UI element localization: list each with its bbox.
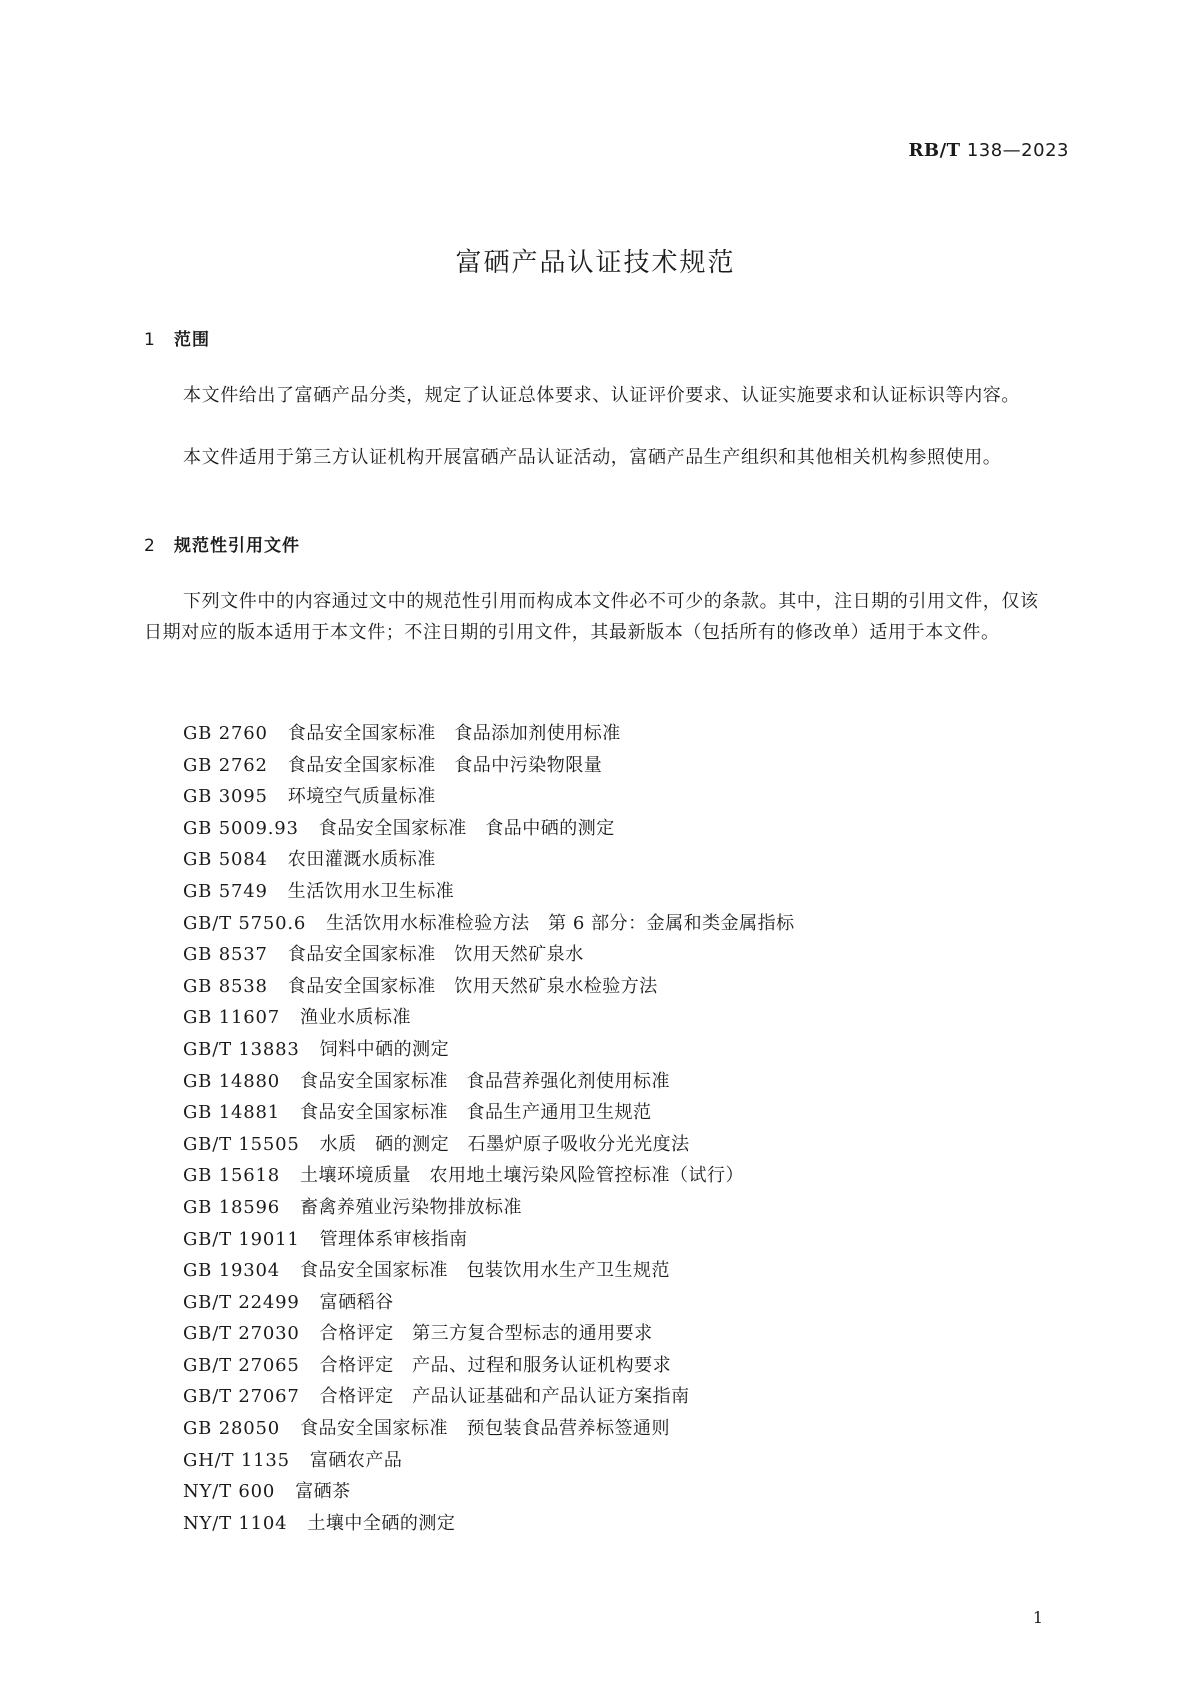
reference-code: GB 19304 <box>183 1260 280 1282</box>
section-heading-normative-references <box>144 531 300 556</box>
reference-title: 食品安全国家标准 饮用天然矿泉水 <box>287 944 584 966</box>
reference-code: GB 5009.93 <box>183 817 299 839</box>
reference-item <box>183 971 795 1003</box>
reference-title: 富硒农产品 <box>309 1449 403 1471</box>
reference-code: GB 14881 <box>183 1102 280 1124</box>
reference-title: 渔业水质标准 <box>300 1007 411 1029</box>
reference-title: 食品安全国家标准 食品营养强化剂使用标准 <box>300 1070 670 1092</box>
reference-item <box>183 1350 795 1382</box>
reference-item <box>183 1097 795 1129</box>
reference-code: GB 5084 <box>183 849 268 871</box>
reference-code: GB 8538 <box>183 975 268 997</box>
reference-title: 食品安全国家标准 预包装食品营养标签通则 <box>300 1418 670 1440</box>
reference-code: GB/T 27065 <box>183 1354 300 1376</box>
reference-code: NY/T 1104 <box>183 1512 288 1534</box>
reference-item <box>183 876 795 908</box>
reference-title: 畜禽养殖业污染物排放标准 <box>300 1196 522 1218</box>
reference-title: 食品安全国家标准 饮用天然矿泉水检验方法 <box>287 975 658 997</box>
reference-title: 农田灌溉水质标准 <box>287 849 436 871</box>
reference-code: GB/T 13883 <box>183 1038 300 1060</box>
reference-item <box>183 813 795 845</box>
reference-item <box>183 939 795 971</box>
reference-title: 土壤环境质量 农用地土壤污染风险管控标准（试行） <box>300 1165 744 1187</box>
section-heading-scope <box>144 325 210 350</box>
reference-code: GB 5749 <box>183 880 268 902</box>
reference-title: 生活饮用水卫生标准 <box>287 880 455 902</box>
section-number: 1 <box>144 330 156 350</box>
reference-title: 富硒茶 <box>295 1481 351 1503</box>
reference-item <box>183 1160 795 1192</box>
reference-title: 环境空气质量标准 <box>287 786 436 808</box>
reference-code: GH/T 1135 <box>183 1449 290 1471</box>
reference-item <box>183 1034 795 1066</box>
reference-list <box>183 718 795 1539</box>
reference-title: 水质 硒的测定 石墨炉原子吸收分光光度法 <box>319 1133 690 1155</box>
reference-item <box>183 781 795 813</box>
references-intro-paragraph: 下列文件中的内容通过文中的规范性引用而构成本文件必不可少的条款。其中，注日期的引用文件，仅该日期对应的版本适用于本文件；不注日期的引用文件，其最新版本（包括所有的修改单）适用于本文件。 <box>144 591 1039 643</box>
reference-code: GB 2760 <box>183 723 268 744</box>
reference-title: 合格评定 产品、过程和服务认证机构要求 <box>319 1354 672 1376</box>
reference-code: GB/T 5750.6 <box>183 912 307 934</box>
reference-item <box>183 908 795 940</box>
reference-item <box>183 844 795 876</box>
document-title: 富硒产品认证技术规范 <box>455 248 736 278</box>
reference-code: GB/T 22499 <box>183 1291 300 1313</box>
reference-title: 饲料中硒的测定 <box>319 1038 450 1060</box>
reference-code: GB/T 15505 <box>183 1133 300 1155</box>
reference-code: GB 14880 <box>183 1070 280 1092</box>
section-title: 范围 <box>174 330 210 350</box>
reference-item <box>183 750 795 782</box>
reference-title: 食品安全国家标准 食品添加剂使用标准 <box>287 723 621 744</box>
standard-code <box>908 140 1069 161</box>
section-number: 2 <box>144 536 156 556</box>
reference-item <box>183 1287 795 1319</box>
reference-item <box>183 1318 795 1350</box>
reference-item <box>183 1066 795 1098</box>
page-number: 1 <box>1032 1608 1043 1627</box>
reference-item <box>183 1129 795 1161</box>
reference-code: GB/T 19011 <box>183 1228 300 1250</box>
reference-title: 管理体系审核指南 <box>319 1228 468 1250</box>
reference-title: 食品安全国家标准 食品中硒的测定 <box>318 817 615 839</box>
reference-title: 富硒稻谷 <box>319 1291 394 1313</box>
reference-title: 合格评定 产品认证基础和产品认证方案指南 <box>319 1386 690 1408</box>
scope-paragraph: 本文件给出了富硒产品分类，规定了认证总体要求、认证评价要求、认证实施要求和认证标识等内容。 <box>183 385 1020 406</box>
reference-title: 合格评定 第三方复合型标志的通用要求 <box>319 1323 653 1345</box>
reference-item <box>183 1002 795 1034</box>
reference-item <box>183 1381 795 1413</box>
reference-title: 食品安全国家标准 食品中污染物限量 <box>287 754 603 776</box>
reference-item <box>183 1476 795 1508</box>
reference-title: 食品安全国家标准 包装饮用水生产卫生规范 <box>300 1260 670 1282</box>
standard-code-number: 138—2023 <box>966 140 1069 161</box>
reference-code: GB/T 27067 <box>183 1386 300 1408</box>
reference-item <box>183 1255 795 1287</box>
reference-item <box>183 1413 795 1445</box>
reference-title: 食品安全国家标准 食品生产通用卫生规范 <box>300 1102 652 1124</box>
reference-code: GB 3095 <box>183 786 268 808</box>
reference-code: NY/T 600 <box>183 1481 276 1503</box>
reference-code: GB 28050 <box>183 1418 280 1440</box>
reference-code: GB 8537 <box>183 944 268 966</box>
reference-code: GB 11607 <box>183 1007 280 1029</box>
reference-item <box>183 1224 795 1256</box>
reference-code: GB 15618 <box>183 1165 280 1187</box>
reference-code: GB 2762 <box>183 754 268 776</box>
reference-item <box>183 1192 795 1224</box>
reference-title: 土壤中全硒的测定 <box>307 1512 456 1534</box>
reference-item <box>183 1508 795 1540</box>
standard-code-prefix: RB/T <box>908 140 961 161</box>
scope-paragraph: 本文件适用于第三方认证机构开展富硒产品认证活动，富硒产品生产组织和其他相关机构参照使用。 <box>183 447 1002 468</box>
reference-title: 生活饮用水标准检验方法 第 6 部分：金属和类金属指标 <box>326 912 795 934</box>
reference-item <box>183 1445 795 1477</box>
reference-code: GB/T 27030 <box>183 1323 300 1345</box>
reference-code: GB 18596 <box>183 1196 280 1218</box>
section-title: 规范性引用文件 <box>174 536 300 556</box>
reference-item <box>183 718 795 750</box>
